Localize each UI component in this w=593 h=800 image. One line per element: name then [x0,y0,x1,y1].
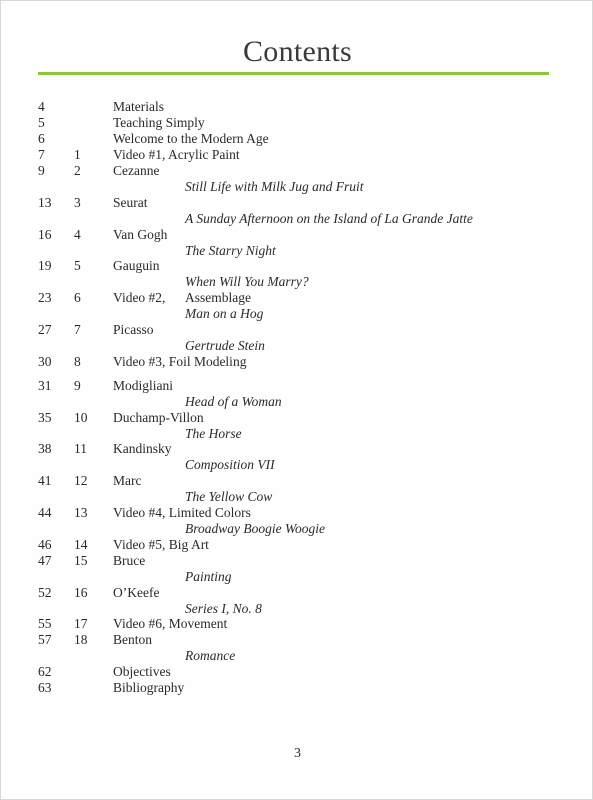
toc-lesson-number: 4 [74,226,81,242]
toc-page-number: 52 [38,584,52,600]
artwork-title: The Starry Night [185,242,276,258]
toc-entry-row [38,163,558,179]
toc-entry-row [38,290,558,306]
toc-entry-title: Duchamp-Villon [113,409,204,425]
artwork-title: Painting [185,568,232,584]
toc-lesson-number: 7 [74,321,81,337]
toc-lesson-number: 5 [74,258,81,274]
toc-entry-title: Welcome to the Modern Age [113,131,269,146]
toc-entry-row [38,378,558,394]
toc-entry-row [38,115,558,131]
toc-entry-title: Video #4, Limited Colors [113,504,251,520]
toc-entry-title: Modigliani [113,377,173,393]
toc-entry-title: Video #3, Foil Modeling [113,353,247,369]
toc-entry-title: Marc [113,473,142,489]
toc-page-number: 5 [38,115,45,130]
artwork-title: The Yellow Cow [185,489,273,505]
artwork-title: Composition VII [185,457,275,473]
toc-entry-title: Van Gogh [113,226,168,242]
toc-entry-row [38,473,558,489]
toc-page-number: 55 [38,616,52,632]
toc-artwork-row [38,648,558,664]
toc-lesson-number: 9 [74,377,81,393]
toc-artwork-row [38,274,558,290]
toc-entry-title: Kandinsky [113,441,172,457]
toc-page-number: 63 [38,680,52,696]
toc-entry-row [38,99,558,115]
toc-page-number: 7 [38,147,45,162]
toc-artwork-row [38,569,558,585]
toc-artwork-row [38,179,558,195]
toc-lesson-number: 14 [74,536,88,552]
toc-page-number: 47 [38,552,52,568]
toc-entry-title: Gauguin [113,258,160,274]
toc-page-number: 6 [38,131,45,146]
toc-entry-row [38,147,558,163]
toc-entry-title: Benton [113,632,152,648]
toc-entry-title: Teaching Simply [113,115,205,130]
toc-artwork-row [38,521,558,537]
toc-page-number: 23 [38,290,52,306]
artwork-title: Broadway Boogie Woogie [185,520,325,536]
artwork-title: Head of a Woman [185,393,282,409]
table-of-contents [38,99,558,696]
artwork-title: Man on a Hog [185,306,264,322]
toc-lesson-number: 1 [74,147,81,162]
toc-entry-row [38,227,558,243]
toc-spacer [38,370,558,378]
toc-media-label: Assemblage [185,290,251,306]
toc-entry-title: Materials [113,99,164,114]
toc-entry-title: Bibliography [113,680,185,696]
toc-artwork-row [38,306,558,322]
toc-entry-title: Objectives [113,664,171,680]
toc-page-number: 38 [38,441,52,457]
toc-entry-row [38,537,558,553]
toc-artwork-row [38,457,558,473]
title-divider [38,72,549,75]
toc-artwork-row [38,426,558,442]
toc-lesson-number: 8 [74,353,81,369]
toc-lesson-number: 2 [74,163,81,178]
toc-entry-title: Video #5, Big Art [113,536,209,552]
toc-artwork-row [38,338,558,354]
toc-artwork-row [38,394,558,410]
toc-entry-row [38,664,558,680]
toc-artwork-row [38,243,558,259]
toc-entry-title: Picasso [113,321,154,337]
toc-entry-row [38,585,558,601]
toc-entry-title: Cezanne [113,163,160,178]
toc-page-number: 46 [38,536,52,552]
toc-lesson-number: 10 [74,409,88,425]
toc-page-number: 57 [38,632,52,648]
toc-page-number: 44 [38,504,52,520]
toc-entry-title: Video #2, [113,290,166,306]
page-number: 3 [294,746,301,761]
toc-entry-row [38,131,558,147]
toc-entry-row [38,410,558,426]
artwork-title: Series I, No. 8 [185,600,262,616]
toc-entry-row [38,680,558,696]
toc-page-number: 31 [38,377,52,393]
toc-entry-row [38,553,558,569]
artwork-title: A Sunday Afternoon on the Island of La Grande Jatte [185,210,473,226]
toc-lesson-number: 18 [74,632,88,648]
toc-artwork-row [38,489,558,505]
toc-entry-row [38,441,558,457]
toc-page-number: 9 [38,163,45,178]
artwork-title: The Horse [185,425,242,441]
toc-entry-row [38,354,558,370]
toc-lesson-number: 16 [74,584,88,600]
page-title: Contents [242,35,353,68]
artwork-title: When Will You Marry? [185,274,309,290]
toc-entry-title: Video #6, Movement [113,616,228,632]
toc-page-number: 13 [38,194,52,210]
toc-page-number: 27 [38,321,52,337]
toc-lesson-number: 12 [74,473,88,489]
toc-lesson-number: 15 [74,552,88,568]
toc-artwork-row [38,601,558,617]
toc-entry-row [38,616,558,632]
toc-lesson-number: 17 [74,616,88,632]
toc-entry-row [38,505,558,521]
toc-page-number: 62 [38,664,52,680]
toc-page-number: 41 [38,473,52,489]
toc-entry-title: Video #1, Acrylic Paint [113,147,240,162]
artwork-title: Romance [185,648,236,664]
toc-lesson-number: 11 [74,441,87,457]
artwork-title: Still Life with Milk Jug and Fruit [185,179,364,194]
toc-entry-title: Bruce [113,552,146,568]
toc-entry-title: O’Keefe [113,584,160,600]
toc-lesson-number: 3 [74,194,81,210]
toc-artwork-row [38,211,558,227]
artwork-title: Gertrude Stein [185,337,265,353]
toc-page-number: 16 [38,226,52,242]
toc-entry-row [38,258,558,274]
toc-entry-row [38,322,558,338]
toc-entry-title: Seurat [113,194,148,210]
toc-page-number: 30 [38,353,52,369]
toc-lesson-number: 6 [74,290,81,306]
toc-entry-row [38,195,558,211]
toc-page-number: 19 [38,258,52,274]
toc-lesson-number: 13 [74,504,88,520]
toc-entry-row [38,632,558,648]
toc-page-number: 35 [38,409,52,425]
toc-page-number: 4 [38,99,45,114]
